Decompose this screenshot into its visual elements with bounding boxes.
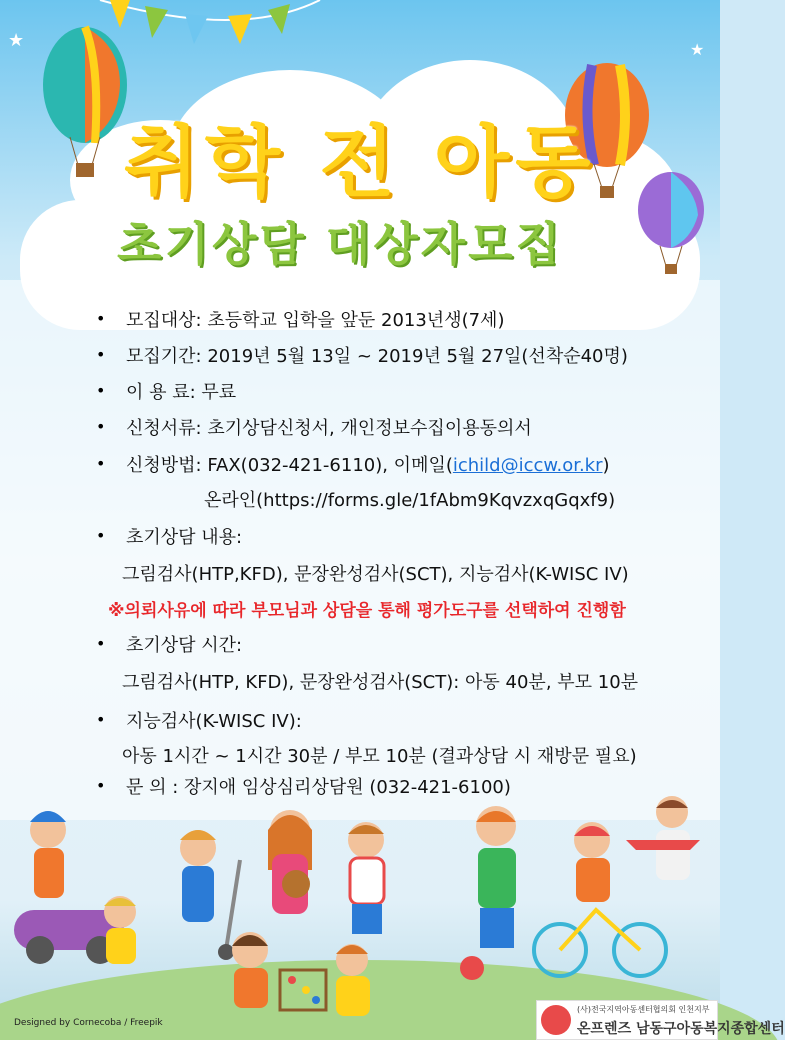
bullet: • bbox=[96, 417, 106, 436]
design-credit: Designed by Cornecoba / Freepik bbox=[14, 1018, 163, 1028]
bullet: • bbox=[96, 345, 106, 364]
time-iq-heading: 지능검사(K-WISC IV): bbox=[126, 711, 302, 732]
title-main: 취학 전 아동 bbox=[123, 118, 597, 208]
info-apply-suffix: ) bbox=[602, 455, 610, 476]
bullet: • bbox=[96, 454, 106, 473]
logo-mark-icon bbox=[541, 1005, 571, 1035]
star-icon: ★ bbox=[690, 40, 705, 59]
organization-logo bbox=[536, 1000, 785, 1040]
time-drawing: 그림검사(HTP, KFD), 문장완성검사(SCT): 아동 40분, 부모 10분 bbox=[122, 672, 639, 693]
time-iq-detail: 아동 1시간 ~ 1시간 30분 / 부모 10분 (결과상담 시 재방문 필요) bbox=[122, 746, 637, 767]
bullet: • bbox=[96, 381, 106, 400]
info-online: 온라인(https://forms.gle/1fAbm9KqvzxqGqxf9) bbox=[204, 490, 616, 511]
logo-association: (사)전국지역아동센터협의회 인천지부 bbox=[577, 1005, 710, 1014]
info-fee: 이 용 료: 무료 bbox=[126, 382, 237, 403]
contact: 문 의 : 장지애 임상심리상담원 (032-421-6100) bbox=[126, 777, 511, 798]
time-heading: 초기상담 시간: bbox=[126, 635, 243, 656]
bullet: • bbox=[96, 776, 106, 795]
star-icon: ★ bbox=[8, 30, 25, 51]
bullet: • bbox=[96, 634, 106, 653]
info-period: 모집기간: 2019년 5월 13일 ~ 2019년 5월 27일(선착순40명) bbox=[126, 346, 628, 367]
info-documents: 신청서류: 초기상담신청서, 개인정보수집이용동의서 bbox=[126, 418, 532, 439]
title-sub: 초기상담 대상자모집 bbox=[117, 217, 563, 271]
consult-note: ※의뢰사유에 따라 부모님과 상담을 통해 평가도구를 선택하여 진행함 bbox=[108, 601, 626, 621]
bullet: • bbox=[96, 309, 106, 328]
consult-tests: 그림검사(HTP,KFD), 문장완성검사(SCT), 지능검사(K-WISC IV) bbox=[122, 564, 629, 585]
logo-center: 온프렌즈 남동구아동복지종합센터 bbox=[577, 1021, 785, 1037]
bullet: • bbox=[96, 526, 106, 545]
info-apply-prefix: 신청방법: FAX(032-421-6110), 이메일( bbox=[126, 455, 453, 476]
consult-heading: 초기상담 내용: bbox=[126, 527, 243, 548]
info-apply bbox=[126, 451, 610, 477]
bullet: • bbox=[96, 710, 106, 729]
info-target: 모집대상: 초등학교 입학을 앞둔 2013년생(7세) bbox=[126, 310, 505, 331]
email-link[interactable]: ichild@iccw.or.kr bbox=[452, 455, 603, 476]
